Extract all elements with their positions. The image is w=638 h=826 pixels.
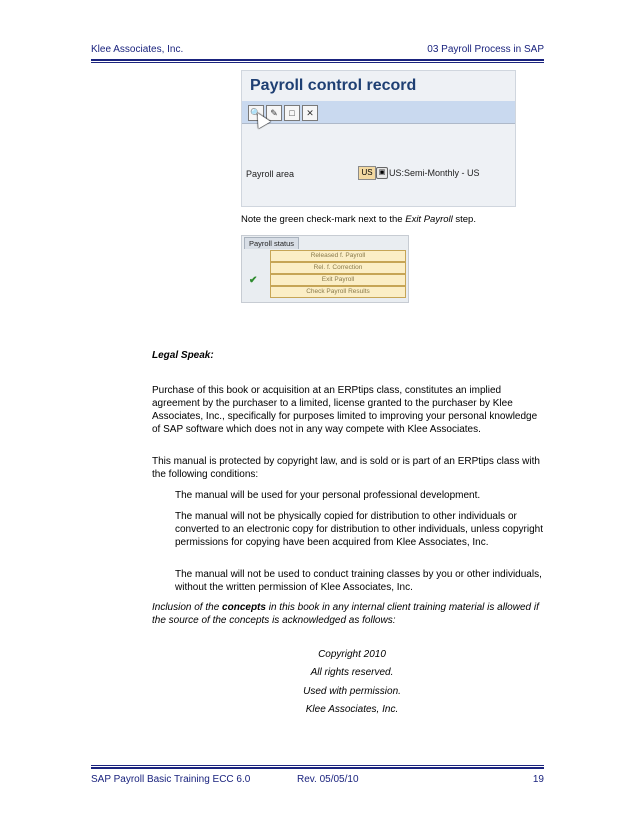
value-help-icon: ▣ <box>376 167 388 179</box>
payroll-status-tab: Payroll status <box>244 237 299 249</box>
note-prefix: Note the green check-mark next to the <box>241 214 406 225</box>
footer-left: SAP Payroll Basic Training ECC 6.0 <box>91 774 251 785</box>
note-suffix: step. <box>452 214 476 225</box>
screenshot-note <box>241 214 476 225</box>
footer-rule-thin <box>91 765 544 766</box>
copyright-line-2: All rights reserved. <box>310 667 394 678</box>
screenshot-toolbar <box>242 101 515 124</box>
legal-paragraph-2: This manual is protected by copyright law, and is sold or is part of an ERPtips class with the following conditions: <box>152 456 540 480</box>
released-for-correction-button: Rel. f. Correction <box>270 262 406 274</box>
payroll-status-screenshot <box>241 235 409 303</box>
legal-paragraph-1: Purchase of this book or acquisition at an ERPtips class, constitutes an implied agreement by the purchaser to a limited, license granted to the purchaser by Klee Associates, Inc., specifically for purposes limited to improving your personal knowledge of SAP software which does not in any way compete with Klee Associates. <box>152 385 538 435</box>
check-payroll-results-button: Check Payroll Results <box>270 286 406 298</box>
payroll-area-label: Payroll area <box>246 169 295 179</box>
condition-1: The manual will be used for your personal professional development. <box>175 490 481 501</box>
para3-suffix: in this book in any internal client training material is allowed if the source of the concepts is acknowledged as follows: <box>152 602 539 626</box>
delete-icon: ✕ <box>302 105 318 121</box>
released-for-payroll-button: Released f. Payroll <box>270 250 406 262</box>
footer-rule <box>91 767 544 769</box>
header-right: 03 Payroll Process in SAP <box>427 44 544 55</box>
screenshot-title: Payroll control record <box>250 77 417 94</box>
condition-2: The manual will not be physically copied for distribution to other individuals or converted to an electronic copy for distribution to other individuals, unless copyright permissions for copying have been acquired from Klee Associates, Inc. <box>175 511 543 548</box>
legal-paragraph-3 <box>152 601 547 627</box>
header-rule-thin <box>91 62 544 63</box>
copyright-line-3: Used with permission. <box>303 686 401 697</box>
legal-heading: Legal Speak: <box>152 350 214 361</box>
check-mark-icon: ✔ <box>249 275 258 286</box>
para3-bold: concepts <box>222 602 266 613</box>
header-left: Klee Associates, Inc. <box>91 44 184 55</box>
page-number: 19 <box>532 774 544 785</box>
note-emphasis: Exit Payroll <box>405 214 453 225</box>
display-icon: 🔍 <box>248 105 264 121</box>
exit-payroll-button: Exit Payroll <box>270 274 406 286</box>
create-icon: □ <box>284 105 300 121</box>
footer-center: Rev. 05/05/10 <box>297 774 359 785</box>
payroll-control-record-screenshot <box>241 70 516 207</box>
para3-prefix: Inclusion of the <box>152 602 223 613</box>
condition-3: The manual will not be used to conduct training classes by you or other individuals, without the written permission of Klee Associates, Inc. <box>175 569 542 593</box>
payroll-area-value: US:Semi-Monthly - US <box>389 168 480 178</box>
change-icon: ✎ <box>266 105 282 121</box>
copyright-line-4: Klee Associates, Inc. <box>305 704 399 715</box>
copyright-line-1: Copyright 2010 <box>318 649 386 660</box>
header-rule <box>91 59 544 61</box>
payroll-area-code: US <box>358 166 376 180</box>
